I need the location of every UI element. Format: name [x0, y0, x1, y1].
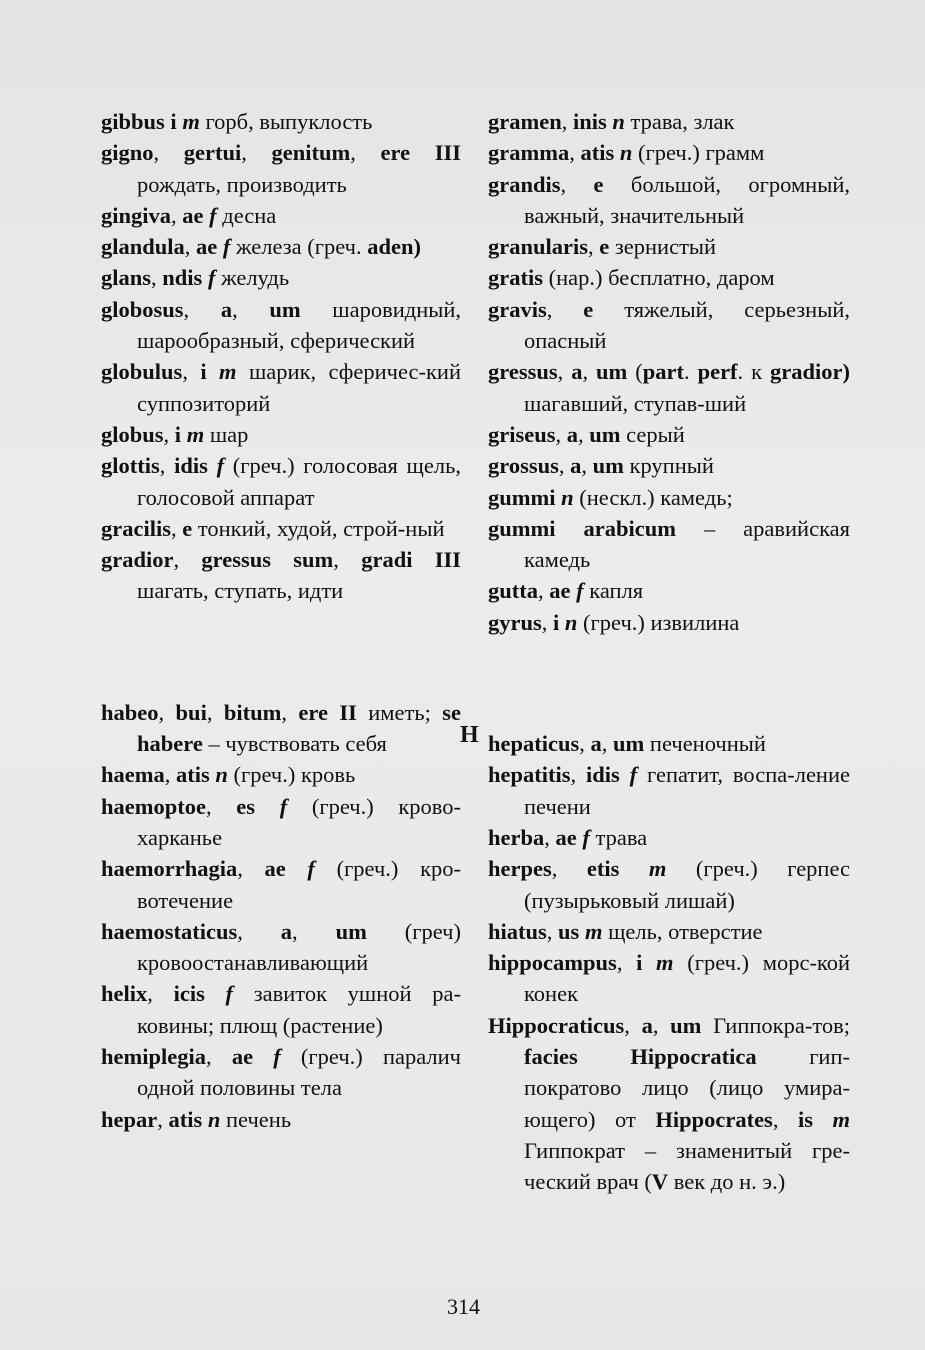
left-column [101, 106, 461, 1135]
dictionary-entry: gutta, ae f капля [488, 578, 644, 604]
dictionary-entry: globosus, a, um шаровидный, шарообразный, сферический [101, 296, 462, 354]
section-letter: H [460, 722, 479, 748]
dictionary-entry: glandula, ae f железа (греч. aden) [101, 234, 422, 260]
dictionary-entry: gracilis, e тонкий, худой, строй-ный [101, 515, 445, 541]
dictionary-entry: grossus, a, um крупный [488, 453, 714, 479]
dictionary-entry: gressus, a, um (part. perf. к gradior) шагавший, ступав-ший [488, 359, 850, 416]
dictionary-entry: griseus, a, um серый [488, 421, 685, 447]
dictionary-entry: haemorrhagia, ae f (греч.) кро-вотечение [101, 856, 461, 913]
dictionary-entry: haemoptoe, es f (греч.) крово-харканье [101, 793, 462, 850]
dictionary-entry: gravis, e тяжелый, серьезный, опасный [488, 296, 850, 354]
dictionary-entry: grandis, e большой, огромный, важный, значительный [488, 171, 851, 228]
dictionary-entry: haema, atis n (греч.) кровь [101, 762, 356, 788]
dictionary-entry: gyrus, i n (греч.) извилина [488, 609, 740, 635]
dictionary-entry: Hippocraticus, a, um Гиппокра-тов; facies Hippocratica гип-пократово лицо (лицо умира-ющего) от Hippocrates, is m Гиппократ – знаменитый гре-ческий врач (V век до н. э.) [488, 1012, 851, 1195]
dictionary-entry: herba, ae f трава [488, 824, 648, 850]
dictionary-entry: gramen, inis n трава, злак [488, 109, 735, 134]
dictionary-entry: gratis (нар.) бесплатно, даром [488, 265, 775, 291]
dictionary-entry: hemiplegia, ae f (греч.) паралич одной половины тела [101, 1044, 461, 1101]
dictionary-entry: gingiva, ae f десна [101, 202, 277, 228]
dictionary-entry: habeo, bui, bitum, ere II иметь; se habere – чувствовать себя [101, 699, 462, 757]
dictionary-entry: glottis, idis f (греч.) голосовая щель, голосовой аппарат [101, 453, 461, 510]
dictionary-entry: gradior, gressus sum, gradi III шагать, ступать, идти [101, 547, 461, 604]
dictionary-entry: gummi arabicum – аравийская камедь [488, 515, 850, 573]
section-gap [488, 638, 850, 728]
dictionary-entry: hepar, atis n печень [101, 1106, 292, 1132]
dictionary-entry: glans, ndis f желудь [101, 265, 290, 291]
dictionary-entry: gigno, gertui, genitum, ere III рождать, производить [101, 140, 462, 197]
dictionary-entry: hippocampus, i m (греч.) морс-кой конек [488, 950, 851, 1007]
dictionary-entry: gummi n (нескл.) камедь; [488, 484, 733, 510]
dictionary-entry: gibbus i m горб, выпуклость [101, 109, 373, 134]
dictionary-entry: globus, i m шар [101, 421, 249, 447]
dictionary-entry: hepaticus, a, um печеночный [488, 731, 766, 757]
right-column [488, 106, 850, 1198]
dictionary-entry: hiatus, us m щель, отверстие [488, 918, 763, 944]
dictionary-entry: helix, icis f завиток ушной ра-ковины; плющ (растение) [101, 981, 462, 1038]
dictionary-entry: gramma, atis n (греч.) грамм [488, 140, 765, 166]
section-gap [101, 607, 461, 697]
page-number: 314 [447, 1294, 480, 1319]
dictionary-entry: herpes, etis m (греч.) герпес (пузырьковый лишай) [488, 856, 851, 913]
dictionary-entry: hepatitis, idis f гепатит, воспа-ление печени [488, 762, 850, 819]
dictionary-entry: haemostaticus, a, um (греч) кровоостанавливающий [101, 918, 461, 976]
dictionary-entry: granularis, e зернистый [488, 234, 717, 260]
dictionary-entry: globulus, i m шарик, сферичес-кий суппозиторий [101, 359, 462, 416]
